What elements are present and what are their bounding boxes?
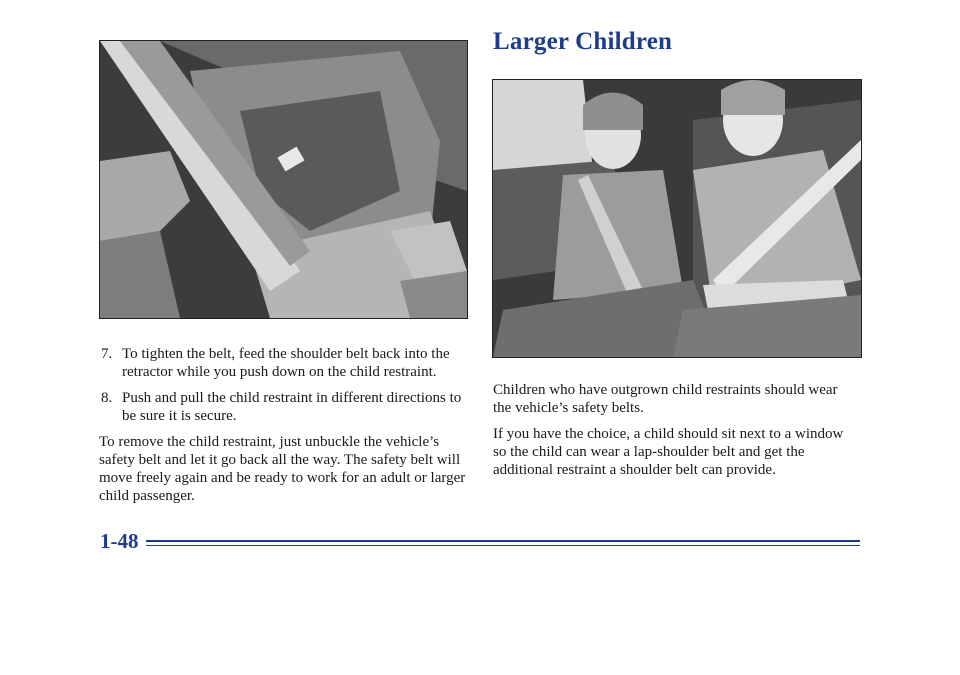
step-number: 8.	[101, 390, 113, 406]
window-seat-paragraph: If you have the choice, a child should sit next to a window so the child can wear a lap-shoulder belt and get the additional restraint a shoulder belt can provide.	[493, 426, 844, 478]
footer-rule-thin	[146, 545, 860, 546]
outgrown-paragraph: Children who have outgrown child restraints should wear the vehicle’s safety belts.	[493, 382, 838, 416]
step-number: 7.	[101, 346, 113, 362]
removal-paragraph: To remove the child restraint, just unbuckle the vehicle’s safety belt and let it go back all the way. The safety belt will move freely again and be ready to work for an adult or larger child passenger.	[99, 434, 466, 504]
step-7	[99, 345, 474, 381]
step-text: To tighten the belt, feed the shoulder belt back into the retractor while you push down on the child restraint.	[122, 346, 450, 380]
step-8	[99, 389, 474, 425]
page-number: 1-48	[100, 529, 139, 553]
section-heading: Larger Children	[493, 28, 673, 55]
children-safety-belts-illustration	[492, 79, 862, 358]
footer-rule	[146, 540, 860, 542]
child-restraint-illustration	[99, 40, 468, 319]
step-text: Push and pull the child restraint in different directions to be sure it is secure.	[122, 390, 462, 424]
left-column	[99, 345, 474, 513]
right-column	[493, 381, 858, 487]
